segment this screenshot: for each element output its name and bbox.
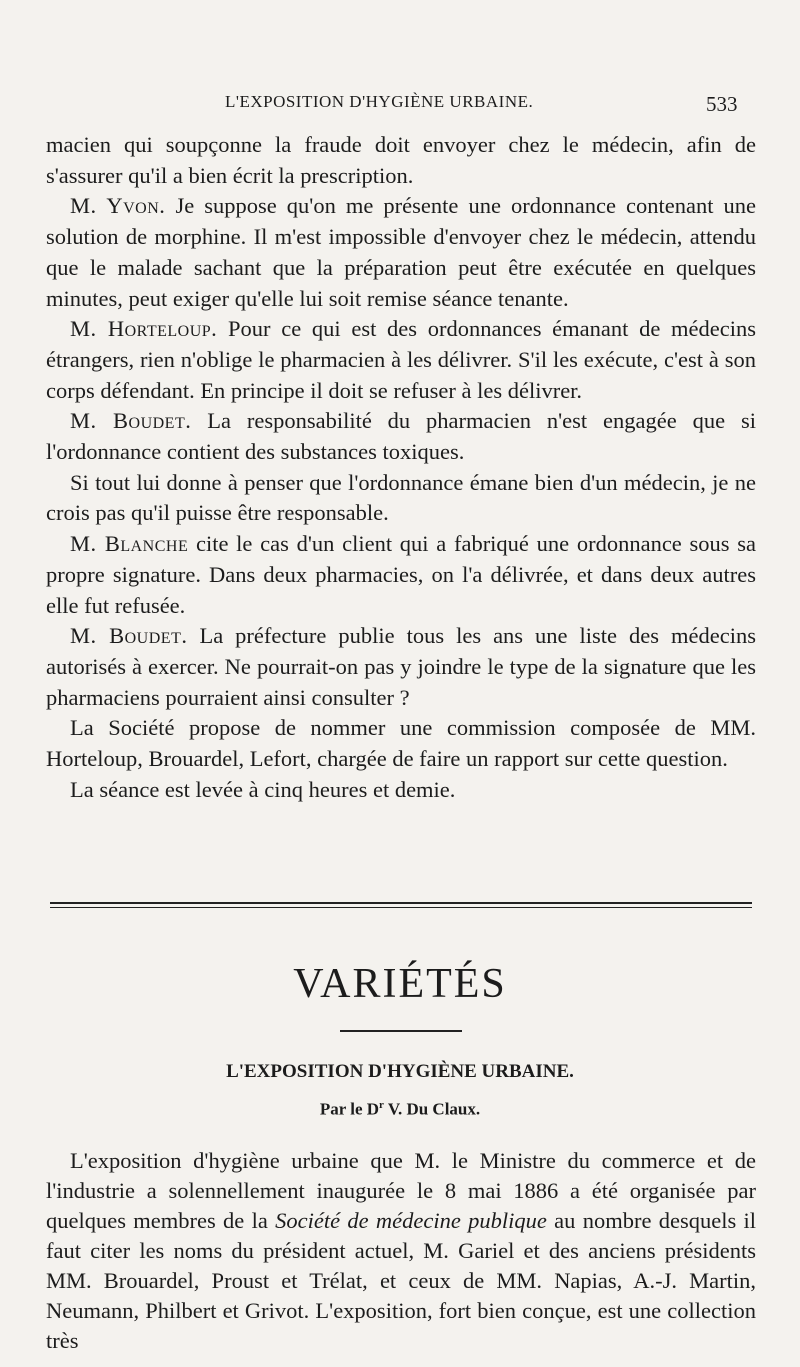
paragraph-text: cite le cas d'un client qui a fabriqué une ordonnance sous sa propre signature. Dans deux pharmacies, on l'a délivrée, et dans deux autres elle fut refusée. — [46, 531, 756, 618]
article-paragraph — [46, 1146, 756, 1356]
paragraph-text: La séance est levée à cinq heures et demie. — [70, 776, 456, 802]
paragraph — [46, 191, 756, 314]
paragraph — [46, 713, 756, 774]
byline-superscript: r — [379, 1099, 384, 1111]
title-rule — [340, 1030, 462, 1032]
speaker-name: M. Horteloup. — [70, 316, 218, 342]
paragraph-text: Je suppose qu'on me présente une ordonnance contenant une solution de morphine. Il m'est impossible d'envoyer chez le médecin, attendu que le malade sachant que la préparation peut être exécutée en quelques minutes, peut exiger qu'elle lui soit remise séance tenante. — [46, 193, 756, 311]
running-head — [0, 92, 800, 120]
paragraph-text: macien qui soupçonne la fraude doit envoyer chez le médecin, afin de s'assurer qu'il a bien écrit la prescription. — [46, 132, 756, 188]
byline-prefix: Par le D — [319, 1099, 380, 1119]
paragraph-text: La responsabilité du pharmacien n'est engagée que si l'ordonnance contient des substances toxiques. — [46, 408, 756, 465]
paragraph — [46, 406, 756, 467]
speaker-name: M. Boudet. — [70, 623, 188, 649]
article-text-end: au nombre desquels il faut citer les noms du président actuel, M. Gariel et des anciens présidents MM. Brouardel, Proust et Trélat, et ceux de MM. Napias, A.-J. Martin, Neumann, Philbert et Grivot. L'exposition, fort bien conçue, est une collection très — [46, 1208, 756, 1353]
speaker-name: M. Yvon. — [70, 193, 166, 219]
double-rule-divider — [50, 902, 752, 908]
paragraph-text: Pour ce qui est des ordonnances émanant de médecins étrangers, rien n'oblige le pharmacien à les délivrer. S'il les exécute, c'est à son corps défendant. En principe il doit se refuser à les délivrer. — [46, 316, 756, 403]
paragraph — [46, 529, 756, 621]
rule-line — [50, 902, 752, 904]
speaker-name: M. Boudet. — [70, 408, 192, 434]
article-title: L'EXPOSITION D'HYGIÈNE URBAINE. — [226, 1061, 574, 1082]
speaker-name: M. Blanche — [70, 531, 189, 557]
page-number: 533 — [706, 92, 738, 116]
paragraph-text: La Société propose de nommer une commission composée de MM. Horteloup, Brouardel, Lefort, chargée de faire un rapport sur cette question. — [46, 715, 756, 772]
paragraph-text: La préfecture publie tous les ans une liste des médecins autorisés à exercer. Ne pourrait-on pas y joindre le type de la signature que les pharmaciens pourraient ainsi consulter ? — [46, 623, 756, 710]
paragraph — [46, 130, 756, 191]
byline — [0, 1099, 800, 1120]
paragraph — [46, 314, 756, 406]
article-body — [46, 1146, 756, 1356]
society-name: Société de médecine publique — [275, 1208, 547, 1233]
paragraph — [46, 775, 756, 806]
paragraph — [46, 621, 756, 713]
discussion-text — [46, 130, 756, 805]
section-title: VARIÉTÉS — [293, 961, 507, 1007]
paragraph-text: Si tout lui donne à penser que l'ordonnance émane bien d'un médecin, je ne crois pas qu'il puisse être responsable. — [46, 469, 756, 526]
rule-line — [50, 907, 752, 908]
running-head-title: L'EXPOSITION D'HYGIÈNE URBAINE. — [225, 92, 534, 111]
paragraph — [46, 468, 756, 529]
article-text-start: L'exposition d'hygiène urbaine que M. le Ministre du commerce et de l'industrie a solennellement inaugurée le 8 mai 1886 a été organisée par quelques membres de la — [46, 1148, 756, 1233]
byline-author: V. Du Claux. — [383, 1099, 481, 1119]
